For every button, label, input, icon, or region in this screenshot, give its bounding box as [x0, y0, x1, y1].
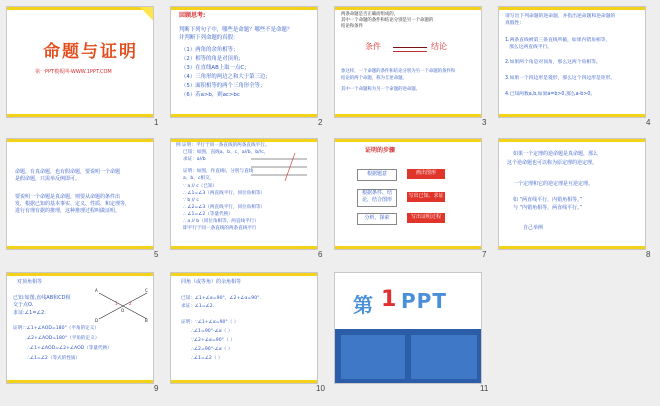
slide-line: 求证：a//b	[183, 157, 206, 162]
slide-title: 命题与证明	[43, 42, 138, 62]
parallel-lines-figure	[251, 153, 311, 181]
figure-label: B	[145, 318, 148, 323]
slide-line: 对顶角相等	[17, 279, 43, 285]
slide-line: 与 “内错角相等，两直线平行。”	[513, 205, 583, 211]
slide-top-band	[171, 139, 317, 142]
slide-top-band	[335, 139, 481, 142]
slide-line: 结论和条件	[341, 24, 363, 29]
slide-line: 自己举例	[523, 225, 544, 231]
slide-line: 要说明一个命题是真命题，则要从命题的条件出	[15, 194, 121, 200]
slide-corner-decoration	[131, 7, 153, 29]
slide-bottom-band	[499, 114, 645, 117]
slide-line: 如 “两直线平行，内错角相等。”	[513, 197, 583, 203]
slide-top-band	[171, 273, 317, 276]
slide-top-band	[7, 139, 153, 142]
slide-number: 5	[154, 250, 159, 259]
slide-line: ∴∠1+∠AOD=∠2+∠AOD（等量代换）	[27, 346, 112, 351]
slide-line: 发，根据已知的基本事实、定义、性质、和定理等，	[15, 201, 131, 207]
term-condition: 条件	[365, 42, 381, 51]
slide-line: 已知：∠1+∠α=90°，∠2+∠α=90°.	[181, 296, 261, 301]
footer-panel-right	[411, 335, 477, 379]
slide-line: 证明：∵∠1+∠α=90°（ ）	[181, 320, 239, 325]
slide-line: ∴∠1=∠2（等式的性质）	[27, 356, 81, 361]
slide-bottom-band	[335, 246, 481, 249]
slide-top-band	[171, 7, 317, 10]
slide-number: 1	[154, 118, 159, 127]
figure-label: 1	[115, 301, 118, 306]
slide-thumbnail-3[interactable]	[334, 6, 482, 118]
slide-line: ∴∠1=∠2（ ）	[191, 356, 223, 361]
slide-thumbnail-4[interactable]	[498, 6, 646, 118]
step-result-box: 写出已知、求证	[407, 192, 445, 202]
slide-line: ∴∠2=90°-∠α（ ）	[191, 347, 233, 352]
slide-bottom-band	[499, 246, 645, 249]
slide-top-band	[499, 7, 645, 10]
slide-heading: 证明的步骤	[365, 147, 396, 154]
slide-thumbnail-7[interactable]	[334, 138, 482, 250]
slide-heading: 回顾思考:	[179, 12, 206, 19]
slide-line: 判断下列句子中，哪些是命题？哪些不是命题？	[179, 27, 293, 33]
slide-line: （4）三角形的两边之和大于第三边；	[181, 74, 271, 80]
slide-line: 如果一个定理的逆命题是真命题，那么	[513, 151, 599, 157]
slide-line: 3.如果一个四边形是菱形，那么这个四边形是矩形。	[505, 76, 616, 81]
slide-line: 已知:如图,直线AB和CD相	[13, 295, 71, 301]
slide-thumbnail-8[interactable]	[498, 138, 646, 250]
slide-number: 8	[646, 250, 651, 259]
slide-line: ∴ ∠1=∠2（等量代换）	[183, 212, 233, 217]
slide-line: 那么这两直线平行。	[509, 45, 553, 50]
slide-line: ∵ b // c	[183, 198, 199, 203]
slide-thumbnail-11[interactable]	[334, 272, 482, 384]
slide-line: ∴ ∠1=∠3（两直线平行，同位角相等）	[183, 191, 266, 196]
slide-bottom-band	[335, 114, 481, 117]
slide-line: 例 证明：平行于同一条直线的两条直线平行。	[176, 143, 270, 148]
slide-thumbnail-6[interactable]	[170, 138, 318, 250]
figure-label: A	[95, 288, 98, 293]
slide-line: 求证：∠1=∠2.	[181, 304, 215, 309]
slide-line: 结论的两个命题，称为互逆命题。	[341, 76, 407, 81]
term-conclusion: 结论	[431, 42, 447, 51]
slide-line: ∵∠2+∠α=90°（ ）	[191, 338, 235, 343]
swap-arrow-bottom	[393, 51, 427, 52]
slide-line: 一个定理和它的逆定理是互逆定理。	[513, 181, 594, 187]
slide-line: （5）面积相等的两个三角形全等；	[181, 83, 266, 89]
slide-bottom-band	[7, 380, 153, 383]
slide-subtitle: 第一PPT模板网-WWW.1PPT.COM	[35, 69, 112, 75]
brand-logo-right: PPT	[401, 289, 447, 313]
slide-top-band	[7, 273, 153, 276]
slide-line: 求证:∠1=∠2.	[13, 310, 46, 316]
slide-line: 命题，有真命题，也有假命题，要说明一个命题	[15, 169, 121, 175]
slide-line: 真假性：	[505, 21, 525, 26]
slide-number: 7	[482, 250, 487, 259]
slide-line: 同角（或等角）的余角相等	[181, 279, 242, 285]
slide-line: 两条命题是否正确而组成的，	[341, 12, 399, 17]
slide-thumbnail-1[interactable]	[6, 6, 154, 118]
brand-logo-left: 第	[353, 293, 374, 317]
figure-label: 2	[129, 301, 132, 306]
slide-line: 象这样，一个命题的条件和结论分别为另一个命题的条件和	[341, 69, 456, 74]
slide-line: ∴ a // b（同位角相等，两直线平行）	[183, 219, 259, 224]
step-box: 根据题意	[357, 169, 397, 181]
slide-bottom-band	[171, 380, 317, 383]
slide-line: 请写出下列命题的逆命题，并指出逆命题和逆命题的	[505, 14, 616, 19]
slide-number: 4	[646, 118, 651, 127]
footer-panel-left	[341, 335, 405, 379]
slide-line: ∴ ∠2=∠3（两直线平行，同位角相等）	[183, 205, 266, 210]
slide-top-band	[499, 139, 645, 142]
slide-thumbnail-2[interactable]	[170, 6, 318, 118]
figure-label: C	[145, 288, 148, 293]
slide-line: （6）若a>b，则ac>bc	[181, 92, 240, 98]
slide-line: 其中一个命题的条件和结论分别是另一个命题的	[341, 18, 434, 23]
slide-line: a、b、c相交。	[183, 176, 215, 181]
slide-bottom-band	[171, 246, 317, 249]
slide-line: ∵ a // c（已知）	[183, 184, 218, 189]
slide-bottom-band	[171, 114, 317, 117]
slide-line: 这个逆命题也可以称为原定理的逆定理。	[507, 160, 598, 166]
slide-thumbnail-10[interactable]	[170, 272, 318, 384]
slide-thumbnail-9[interactable]	[6, 272, 154, 384]
slide-bottom-band	[7, 246, 153, 249]
slide-line: 进行有理有据的推理，这种推理过程叫做证明。	[15, 208, 121, 214]
swap-arrow-top	[393, 47, 427, 48]
slide-number: 2	[318, 118, 323, 127]
slide-top-band	[335, 7, 481, 10]
slide-line: 证明:∵∠1+∠AOD=180°（平角的定义）	[13, 326, 99, 331]
slide-line: 即平行于同一条直线的两条直线平行	[183, 226, 257, 231]
slide-number: 10	[316, 384, 325, 393]
slide-line: ∠2+∠AOD=180°（平角的定义）	[27, 336, 100, 341]
intersecting-lines-figure	[97, 289, 149, 323]
slide-number: 6	[318, 250, 323, 259]
brand-logo-number: 1	[381, 287, 397, 312]
slide-line: （3）在直线AB上取一点C；	[181, 65, 250, 71]
figure-label: O	[121, 308, 125, 313]
slide-line: 是假命题，只需举反例即可。	[15, 176, 81, 182]
slide-line: （2）相等的角是对顶角；	[181, 56, 244, 62]
slide-line: 1.两条直线被第三条直线所截，如果内错角相等，	[505, 38, 611, 43]
slide-thumbnail-5[interactable]	[6, 138, 154, 250]
slide-line: 4.已知两数a,b,如果a=b>0,那么a-b>0。	[505, 92, 596, 97]
slide-bottom-band	[7, 114, 153, 117]
step-result-box: 画出图形	[407, 169, 445, 179]
slide-line: （1）两角的余角相等；	[181, 47, 239, 53]
slide-number: 3	[482, 118, 487, 127]
slide-line: 证明：如图，作直线l，分别与直线	[183, 169, 254, 174]
figure-label: D	[95, 318, 99, 323]
slide-line: ∴∠1=90°-∠α（ ）	[191, 329, 233, 334]
step-box: 根据条件、结论，结合图形	[357, 189, 397, 207]
slide-number: 11	[480, 384, 489, 393]
slide-line: 交于点O.	[13, 302, 34, 308]
slide-number: 9	[154, 384, 159, 393]
slide-line: 并判断下列命题的真假：	[179, 35, 239, 41]
slide-line: 其中一个命题称为另一个命题的逆命题。	[341, 87, 421, 92]
step-result-box: 写出证明过程	[407, 213, 445, 223]
step-box: 分析、探索	[357, 213, 397, 225]
slide-line: 已知：如图，直线a、b、c，a//b，b//c，	[183, 150, 269, 155]
slide-line: 2.如果两个角是对顶角，那么这两个角相等。	[505, 60, 601, 65]
